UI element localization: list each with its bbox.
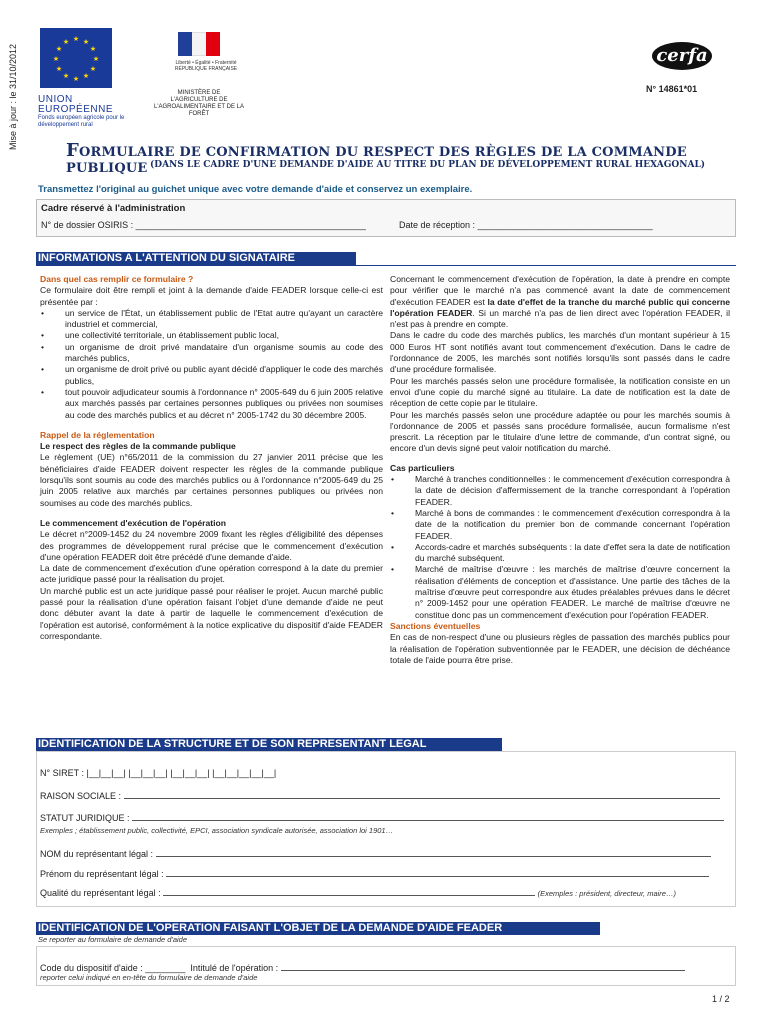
reception-date-field[interactable]: Date de réception : ___________________________________ bbox=[399, 220, 653, 230]
heading-commencement: Le commencement d'exécution de l'opération bbox=[40, 517, 227, 528]
svg-text:★: ★ bbox=[92, 55, 100, 63]
paragraph: Le décret n°2009-1452 du 24 novembre 2009 fixant les règles d'éligibilité des dépenses des programmes de développement rural précise que le commencement d'exécution d'une opération FEADER doit être précédé d'une demande d'aide. bbox=[40, 529, 383, 562]
paragraph: Le règlement (UE) n°65/2011 de la commission du 27 janvier 2011 précise que les bénéficiaires d'aide FEADER doivent respecter les règles de la commande publique lorsqu'ils sont soumis au code des marchés publics ou à l'ordonnance n°2005-649 du 25 juin 2005 relative aux marchés par certaines personnes publiques ou privées non soumises au code des marchés publics. bbox=[40, 452, 383, 508]
admin-label: Cadre réservé à l'administration bbox=[41, 203, 186, 214]
siret-field[interactable]: N° SIRET : |__|__|__| |__|__|__| |__|__|__| |__|__|__|__|__| bbox=[40, 768, 277, 778]
raison-sociale-row bbox=[40, 790, 730, 801]
heading-sanctions: Sanctions éventuelles bbox=[390, 620, 481, 631]
list-item: • un service de l'État, un établissement public de l'Etat autre qu'ayant un caractère industriel et commercial, bbox=[40, 308, 383, 331]
eu-flag-icon bbox=[40, 28, 112, 88]
page-number: 1 / 2 bbox=[712, 994, 730, 1004]
statut-juridique-input[interactable] bbox=[132, 812, 724, 821]
text: . Si un marché n'a pas de lien direct avec l'opération FEADER, il n'est pas à prendre en compte. bbox=[390, 307, 730, 330]
intitule-input[interactable] bbox=[281, 962, 685, 971]
svg-text:★: ★ bbox=[55, 65, 63, 73]
prenom-label: Prénom du représentant légal : bbox=[40, 869, 167, 879]
list-item: • un organisme de droit privé mandataire d'un organisme soumis au code des marchés publics, bbox=[40, 342, 383, 365]
republique-text: Liberté • Égalité • Fraternité RÉPUBLIQUE FRANÇAISE bbox=[174, 60, 238, 72]
osiris-field[interactable]: N° de dossier OSIRIS : ______________________________________________ bbox=[41, 220, 366, 230]
bullet-list bbox=[390, 474, 730, 621]
prenom-input[interactable] bbox=[166, 868, 709, 877]
svg-text:★: ★ bbox=[52, 55, 60, 63]
paragraph: La date de commencement d'exécution d'une opération correspond à la date du premier acte juridique passé pour la réalisation du projet. bbox=[40, 563, 383, 585]
list-item: • Marché à tranches conditionnelles : le commencement d'exécution correspondra à la date de décision d'affermissement de la tranche correspondant à l'opération FEADER. bbox=[390, 474, 730, 508]
paragraph: Dans le cadre du code des marchés publics, les marchés d'un montant supérieur à 15 000 Euros HT sont notifiés avant tout commencement d'exécution. Dans le cadre de l'ordonnance de 2005, les marchés sont notifiés lorsqu'ils sont passés dans le cadre d'une procédure formalisée. bbox=[390, 330, 730, 375]
heading-cas-particuliers: Cas particuliers bbox=[390, 462, 455, 473]
nom-label: NOM du représentant légal : bbox=[40, 849, 156, 859]
side-date-text: Mise à jour : le 31/10/2012 bbox=[8, 43, 18, 150]
raison-sociale-input[interactable] bbox=[124, 790, 720, 799]
statut-juridique-row bbox=[40, 812, 730, 823]
raison-sociale-label: RAISON SOCIALE : bbox=[40, 791, 124, 801]
svg-text:★: ★ bbox=[82, 72, 90, 80]
side-date bbox=[8, 0, 24, 160]
transmit-instruction: Transmettez l'original au guichet unique avec votre demande d'aide et conservez un exemplaire. bbox=[38, 184, 473, 195]
qualite-note: (Exemples : président, directeur, maire…) bbox=[537, 889, 676, 898]
list-item: • Accords-cadre et marchés subséquents : la date d'effet sera la date de notification du marché subséquent. bbox=[390, 542, 730, 565]
bullet-list bbox=[40, 308, 383, 421]
list-item: • tout pouvoir adjudicateur soumis à l'ordonnance n° 2005-649 du 6 juin 2005 relative aux marchés passés par certaines personnes publiques ou privées non soumises au code des marchés publics et au décret n° 2005-1742 du 30 décembre 2005. bbox=[40, 387, 383, 421]
section-signataire-heading: INFORMATIONS A L'ATTENTION DU SIGNATAIRE bbox=[36, 252, 356, 265]
list-item: • un organisme de droit privé ou public ayant décidé d'appliquer le code des marchés publics, bbox=[40, 364, 383, 387]
eu-sub-text: Fonds européen agricole pour le développement rural bbox=[38, 115, 125, 128]
qualite-input[interactable] bbox=[163, 887, 535, 896]
right-column bbox=[390, 274, 730, 666]
emphasis: la date d'effet de la tranche du marché public qui concerne l'opération FEADER bbox=[390, 296, 730, 318]
operation-footer-note: reporter celui indiqué en en-tête du formulaire de demande d'aide bbox=[40, 973, 258, 982]
text: Concernant le commencement d'exécution de l'opération, la date à prendre en compte pour vérifier que le marché n'a pas commencé avant la date de commencement d'exécution FEADER est bbox=[390, 274, 730, 307]
code-dispositif-field[interactable]: Code du dispositif d'aide : ________ bbox=[40, 963, 186, 973]
statut-juridique-label: STATUT JURIDIQUE : bbox=[40, 813, 133, 823]
nom-input[interactable] bbox=[156, 848, 711, 857]
svg-text:★: ★ bbox=[72, 35, 80, 43]
svg-text:★: ★ bbox=[82, 38, 90, 46]
cerfa-number: N° 14861*01 bbox=[646, 84, 698, 94]
paragraph bbox=[390, 274, 730, 330]
title-rest: ORMULAIRE DE CONFIRMATION DU RESPECT DES RÈGLES DE LA COMMANDE PUBLIQUE bbox=[66, 145, 687, 176]
paragraph: Un marché public est un acte juridique passé pour réaliser le projet. Aucun marché public passé pour la réalisation d'une opération faisant l'objet d'une demande d'aide ne peut donc débuter avant la date à partir de laquelle le commencement d'exécution de l'opération est autorisé, conformément à la notice explicative du dispositif d'aide FEADER correspondante. bbox=[40, 585, 383, 641]
eu-label-text: UNION EUROPÉENNE bbox=[38, 94, 114, 115]
paragraph: En cas de non-respect d'une ou plusieurs règles de passation des marchés publics pour la réalisation de l'opération subventionnée par le FEADER, une décision de déchéance totale de l'aide pourra être prise. bbox=[390, 632, 730, 665]
paragraph: Pour les marchés passés selon une procédure formalisée, la notification consiste en un envoi d'une copie du marché signé au titulaire. La date de notification est la date de réception de cette copie par le titulaire. bbox=[390, 375, 730, 409]
svg-text:★: ★ bbox=[62, 72, 70, 80]
section-identification-heading: IDENTIFICATION DE LA STRUCTURE ET DE SON REPRESENTANT LEGAL bbox=[36, 738, 502, 751]
cerfa-logo: cerfa bbox=[652, 42, 712, 70]
paragraph: Pour les marchés passés selon une procédure adaptée ou pour les marchés soumis à l'ordonnance de 2005 et passés sans procédure formalisée, aucun formalisme n'est prescrit. La réception par le titulaire d'une lettre de commande, d'un contrat signé, ou encore d'un devis signé peut valoir notification du marché. bbox=[390, 409, 730, 454]
title-initial: F bbox=[66, 140, 79, 161]
list-item: • Marché de maîtrise d'œuvre : les marchés de maîtrise d'œuvre concernent la réalisation d'éléments de conception et d'assistance. Une partie des tâches de la maîtrise d'œuvre peut correspondre aux études préalables prévues dans le décret n° 2009-1452 pour une opération FEADER. Le marché de maîtrise d'œuvre ne constitue donc pas un commencement d'exécution pour l'opération FEADER. bbox=[390, 564, 730, 620]
section-operation-heading: IDENTIFICATION DE L'OPERATION FAISANT L'OBJET DE LA DEMANDE D'AIDE FEADER bbox=[36, 922, 600, 935]
svg-text:★: ★ bbox=[89, 45, 97, 53]
statut-note: Exemples ; établissement public, collectivité, EPCI, association syndicale autorisée, association loi 1901… bbox=[40, 826, 394, 835]
heading-quel-cas: Dans quel cas remplir ce formulaire ? bbox=[40, 274, 194, 284]
operation-note: Se reporter au formulaire de demande d'aide bbox=[38, 935, 188, 944]
list-item: • Marché à bons de commandes : le commencement d'exécution correspondra à la date de la notification du premier bon de commande concernant l'opération FEADER. bbox=[390, 508, 730, 542]
nom-row bbox=[40, 848, 730, 859]
admin-box bbox=[36, 199, 736, 237]
prenom-row bbox=[40, 868, 730, 879]
svg-text:★: ★ bbox=[89, 65, 97, 73]
page-title bbox=[66, 140, 726, 176]
svg-text:★: ★ bbox=[72, 75, 80, 83]
intitule-label: Intitulé de l'opération : bbox=[190, 963, 281, 973]
heading-rappel: Rappel de la réglementation bbox=[40, 429, 155, 440]
ministry-name: MINISTÈRE DE L'AGRICULTURE DE L'AGROALIMENTAIRE ET DE LA FORÊT bbox=[154, 90, 244, 117]
eu-label bbox=[38, 95, 128, 129]
qualite-row bbox=[40, 887, 730, 898]
svg-text:★: ★ bbox=[55, 45, 63, 53]
page-subtitle: (DANS LE CADRE D'UNE DEMANDE D'AIDE AU TITRE DU PLAN DE DÉVELOPPEMENT RURAL HEXAGONAL) bbox=[150, 160, 706, 170]
section-divider bbox=[36, 265, 736, 266]
list-item: • une collectivité territoriale, un établissement public local, bbox=[40, 330, 383, 341]
svg-text:★: ★ bbox=[62, 38, 70, 46]
qualite-label: Qualité du représentant légal : bbox=[40, 888, 164, 898]
left-column bbox=[40, 274, 383, 642]
heading-respect: Le respect des règles de la commande publique bbox=[40, 441, 236, 452]
operation-row bbox=[40, 962, 730, 973]
paragraph: Ce formulaire doit être rempli et joint à la demande d'aide FEADER lorsque celle-ci est présentée par : bbox=[40, 285, 383, 307]
